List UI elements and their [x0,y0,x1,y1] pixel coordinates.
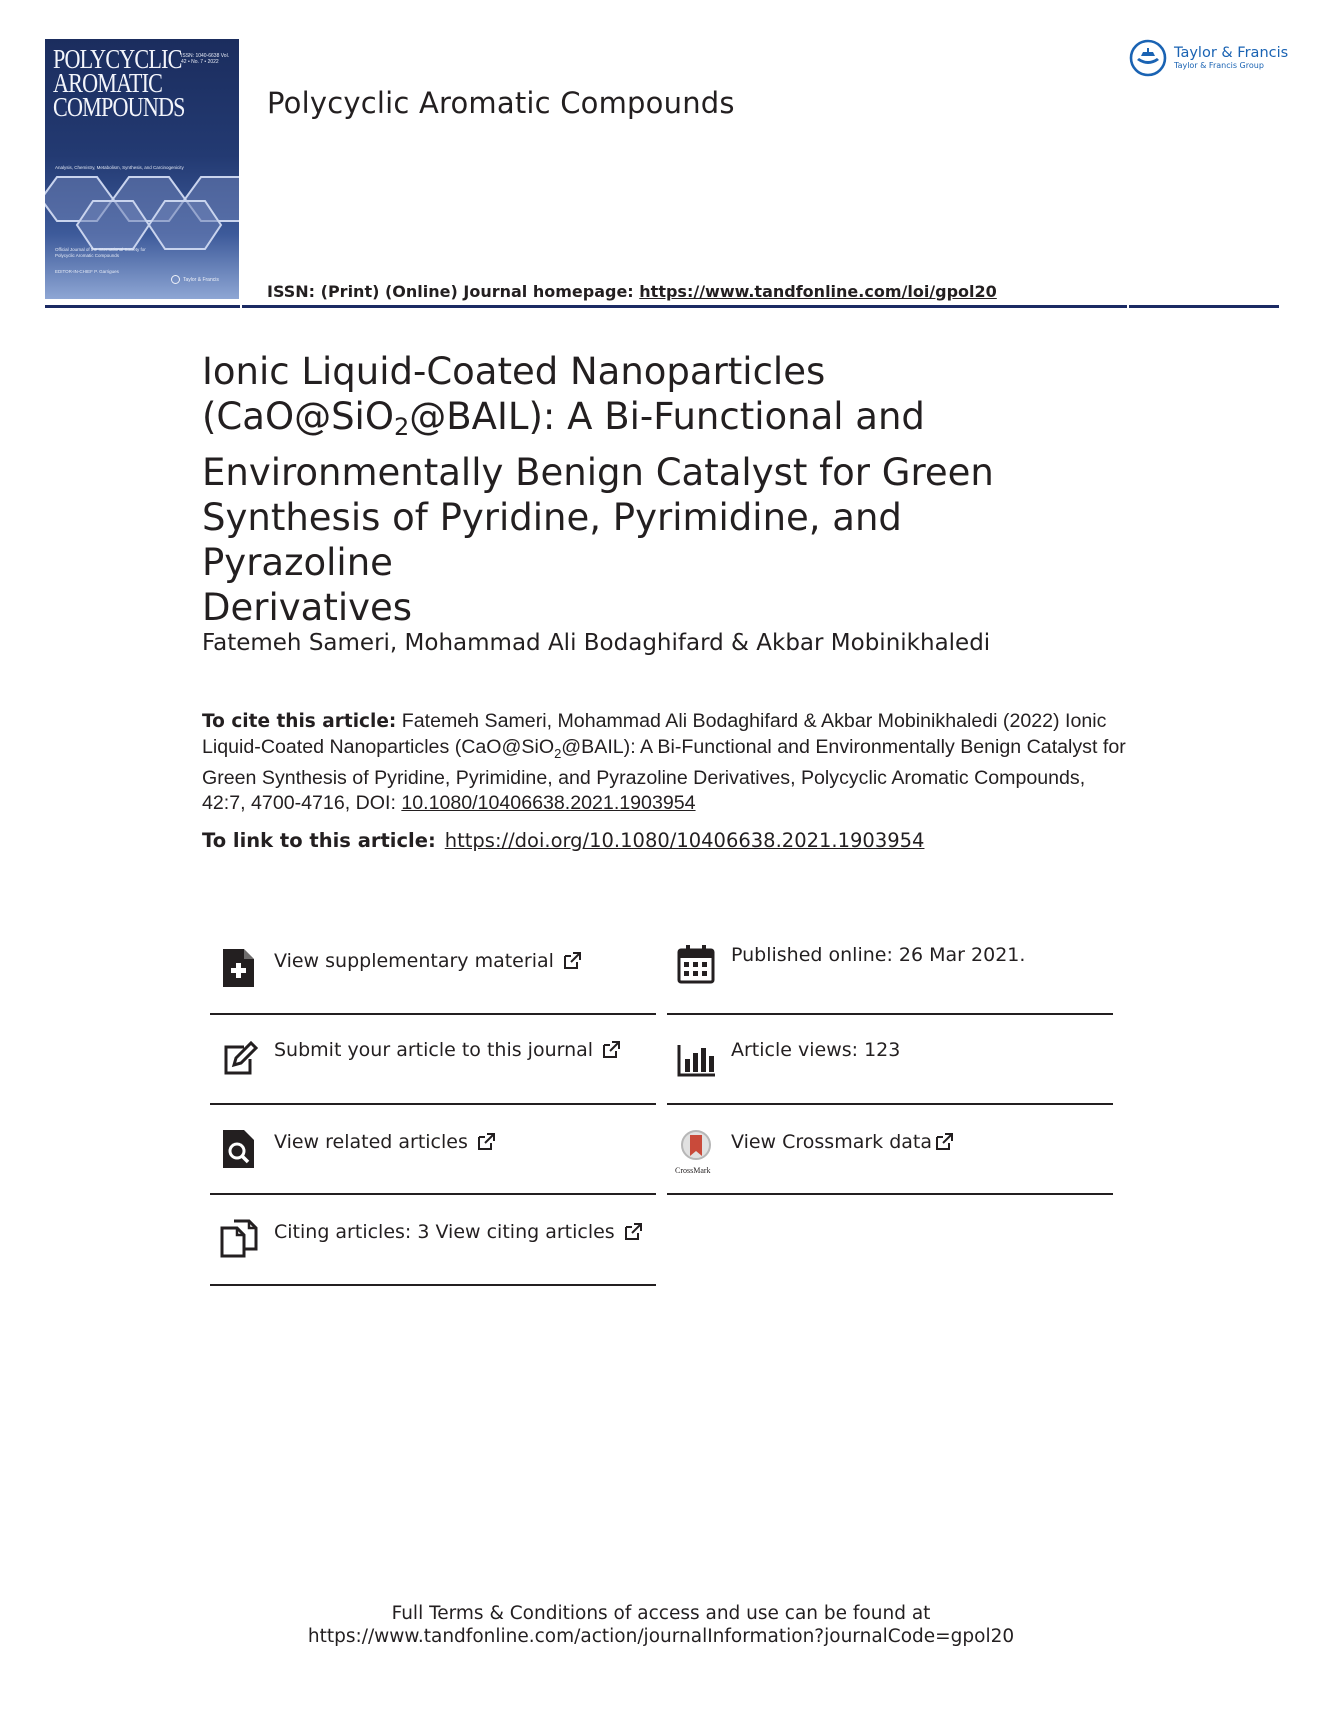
issn-line: ISSN: (Print) (Online) Journal homepage: https://www.tandfonline.com/loi/gpol20 [267,282,997,301]
header-rule [45,305,1279,308]
terms-url-link[interactable]: https://www.tandfonline.com/action/journalInformation?journalCode=gpol20 [307,1626,1015,1647]
article-doi-url-link[interactable]: https://doi.org/10.1080/10406638.2021.1903954 [444,829,925,852]
cover-editor: EDITOR-IN-CHIEF P. Garrigues [55,269,119,274]
citing-articles-link[interactable]: Citing articles: 3 View citing articles [210,1195,656,1285]
link-label: To link to this article: [202,829,436,852]
article-authors: Fatemeh Sameri, Mohammad Ali Bodaghifard & Akbar Mobinikhaledi [202,630,991,656]
panel-divider [210,1105,656,1195]
panel-divider [210,1195,656,1286]
cover-journal-note: Official Journal of the International Society for Polycyclic Aromatic Compounds [55,247,146,258]
article-link-line [202,829,924,852]
article-views-info: Article views: 123 [667,1015,1113,1105]
panel-divider [667,1015,1113,1105]
cover-title: POLYCYCLIC AROMATIC COMPOUNDS [53,44,185,122]
citation-label: To cite this article: [202,711,397,732]
cover-publisher: Taylor & Francis [171,275,219,284]
journal-cover-image [45,39,239,299]
journal-homepage-link[interactable]: https://www.tandfonline.com/loi/gpol20 [639,282,997,301]
terms-footer [0,1602,1322,1648]
cover-meta: ISSN: 1040-6638 Vol. 42 • No. 7 • 2022 [181,53,230,65]
published-online-info: Published online: 26 Mar 2021. [667,920,1113,1014]
publisher-name: Taylor & Francis [1174,44,1289,61]
article-title: Ionic Liquid-Coated Nanoparticles (CaO@SiO$_2$@BAIL): A Bi-Functional and Environmentally Benign Catalyst for Green Synthesis of Pyridine, Pyrimidine, and Pyrazoline Derivatives [202,350,994,629]
citation-block: To cite this article: Fatemeh Sameri, Mohammad Ali Bodaghifard & Akbar Mobinikhaledi (2022) Ionic Liquid-Coated Nanoparticles (CaO@SiO$_2$@BAIL): A Bi-Functional and Environmentally Benign Catalyst for Green Synthesis of Pyridine, Pyrimidine, and Pyrazoline Derivatives, Polycyclic Aromatic Compounds, 42:7, 4700-4716, DOI: 10.1080/10406638.2021.1903954 [202,710,1126,815]
panel-divider [210,924,656,1015]
supplementary-material-link[interactable]: View supplementary material [210,924,656,1014]
panel-divider [210,1015,656,1105]
submit-article-link[interactable]: Submit your article to this journal [210,1015,656,1105]
crossmark-data-link[interactable]: CrossMark View Crossmark data [667,1105,1113,1195]
rule-divider [1127,305,1129,308]
panel-divider [667,1105,1113,1195]
cover-subtitle: Analysis, Chemistry, Metabolism, Synthesis, and Carcinogenicity [55,165,184,170]
crossmark-logo-label: CrossMark [675,1166,711,1175]
publisher-logo[interactable] [1128,38,1288,78]
rule-divider [240,305,242,308]
terms-text: Full Terms & Conditions of access and use can be found at [391,1603,931,1624]
taylor-francis-logo-icon [1128,38,1168,78]
doi-link[interactable]: 10.1080/10406638.2021.1903954 [401,792,696,815]
publisher-group: Taylor & Francis Group [1174,60,1264,70]
related-articles-link[interactable]: View related articles [210,1105,656,1195]
publisher-logo-icon [171,275,180,284]
journal-name: Polycyclic Aromatic Compounds [267,86,735,120]
panel-divider [667,924,1113,1015]
